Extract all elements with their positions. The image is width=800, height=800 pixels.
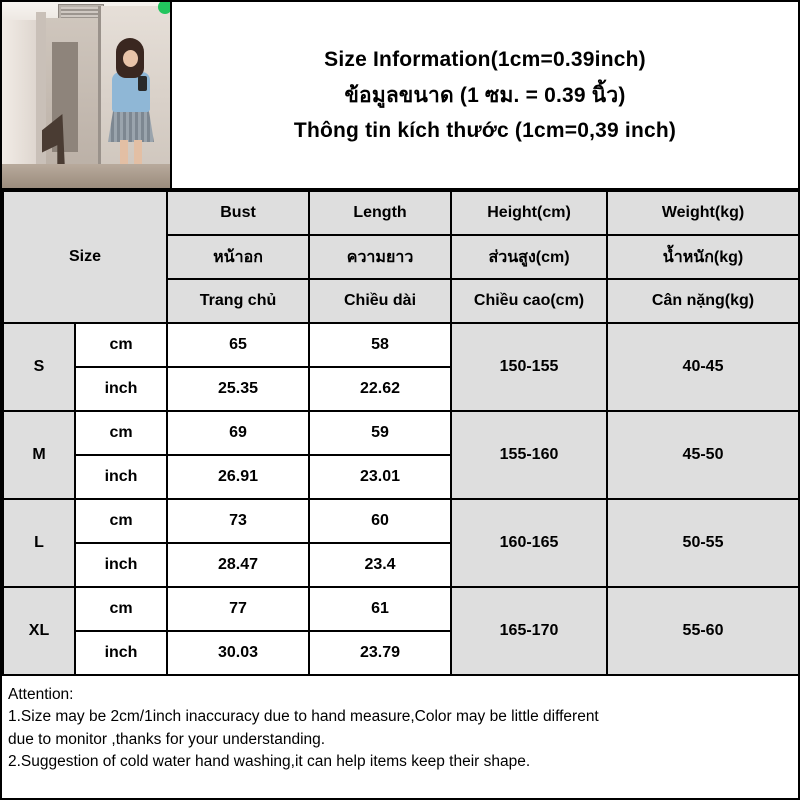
photo-door-frame: [36, 12, 46, 188]
row-unit-cm: cm: [75, 499, 167, 543]
row-unit-inch: inch: [75, 367, 167, 411]
cell-bust-cm-l: 73: [167, 499, 309, 543]
cell-weight-s: 40-45: [607, 323, 799, 411]
cell-length-inch-s: 22.62: [309, 367, 451, 411]
cell-length-cm-xl: 61: [309, 587, 451, 631]
table-row: [3, 499, 799, 543]
cell-height-m: 155-160: [451, 411, 607, 499]
header-weight-vi: Cân nặng(kg): [607, 279, 799, 323]
cell-bust-inch-m: 26.91: [167, 455, 309, 499]
header-bust-vi: Trang chủ: [167, 279, 309, 323]
photo-left-door: [2, 20, 38, 188]
photo-model-face: [123, 50, 138, 67]
cell-bust-inch-xl: 30.03: [167, 631, 309, 675]
header-length-vi: Chiều dài: [309, 279, 451, 323]
cell-bust-cm-m: 69: [167, 411, 309, 455]
header-height-en: Height(cm): [451, 191, 607, 235]
cell-length-inch-m: 23.01: [309, 455, 451, 499]
cell-length-inch-l: 23.4: [309, 543, 451, 587]
header-length-th: ความยาว: [309, 235, 451, 279]
cell-length-inch-xl: 23.79: [309, 631, 451, 675]
row-size-xl: XL: [3, 587, 75, 675]
header-height-vi: Chiều cao(cm): [451, 279, 607, 323]
row-unit-inch: inch: [75, 455, 167, 499]
title-en: Size Information(1cm=0.39inch): [324, 47, 646, 71]
size-table: [2, 190, 800, 676]
row-unit-cm: cm: [75, 411, 167, 455]
title-th: ข้อมูลขนาด (1 ซม. = 0.39 นิ้ว): [344, 83, 626, 107]
header-height-th: ส่วนสูง(cm): [451, 235, 607, 279]
header: [2, 2, 798, 190]
header-length-en: Length: [309, 191, 451, 235]
photo-model-phone: [138, 76, 147, 91]
header-weight-en: Weight(kg): [607, 191, 799, 235]
cell-weight-xl: 55-60: [607, 587, 799, 675]
cell-height-xl: 165-170: [451, 587, 607, 675]
product-photo: [2, 2, 172, 188]
header-bust-en: Bust: [167, 191, 309, 235]
cell-bust-inch-s: 25.35: [167, 367, 309, 411]
attention-line-3: 2.Suggestion of cold water hand washing,it can help items keep their shape.: [8, 753, 531, 771]
cell-length-cm-l: 60: [309, 499, 451, 543]
row-unit-inch: inch: [75, 631, 167, 675]
attention-line-2: due to monitor ,thanks for your understanding.: [8, 730, 326, 748]
cell-weight-m: 45-50: [607, 411, 799, 499]
table-row: [3, 323, 799, 367]
header-bust-th: หน้าอก: [167, 235, 309, 279]
cell-bust-inch-l: 28.47: [167, 543, 309, 587]
cell-bust-cm-xl: 77: [167, 587, 309, 631]
row-size-m: M: [3, 411, 75, 499]
row-unit-inch: inch: [75, 543, 167, 587]
cell-bust-cm-s: 65: [167, 323, 309, 367]
row-unit-cm: cm: [75, 323, 167, 367]
table-header-row-en: [3, 191, 799, 235]
attention-line-1: 1.Size may be 2cm/1inch inaccuracy due to hand measure,Color may be little different: [8, 708, 599, 726]
cell-weight-l: 50-55: [607, 499, 799, 587]
row-size-l: L: [3, 499, 75, 587]
cell-length-cm-s: 58: [309, 323, 451, 367]
attention-block: [2, 676, 798, 780]
cell-length-cm-m: 59: [309, 411, 451, 455]
attention-heading: Attention:: [8, 686, 74, 703]
title-block: [172, 2, 798, 188]
row-unit-cm: cm: [75, 587, 167, 631]
photo-model-skirt: [108, 108, 154, 142]
table-row: [3, 587, 799, 631]
cell-height-l: 160-165: [451, 499, 607, 587]
row-size-s: S: [3, 323, 75, 411]
title-vi: Thông tin kích thước (1cm=0,39 inch): [293, 118, 677, 142]
photo-floor: [2, 164, 170, 188]
table-row: [3, 411, 799, 455]
header-size-label: Size: [3, 191, 167, 323]
cell-height-s: 150-155: [451, 323, 607, 411]
header-weight-th: น้ำหนัก(kg): [607, 235, 799, 279]
